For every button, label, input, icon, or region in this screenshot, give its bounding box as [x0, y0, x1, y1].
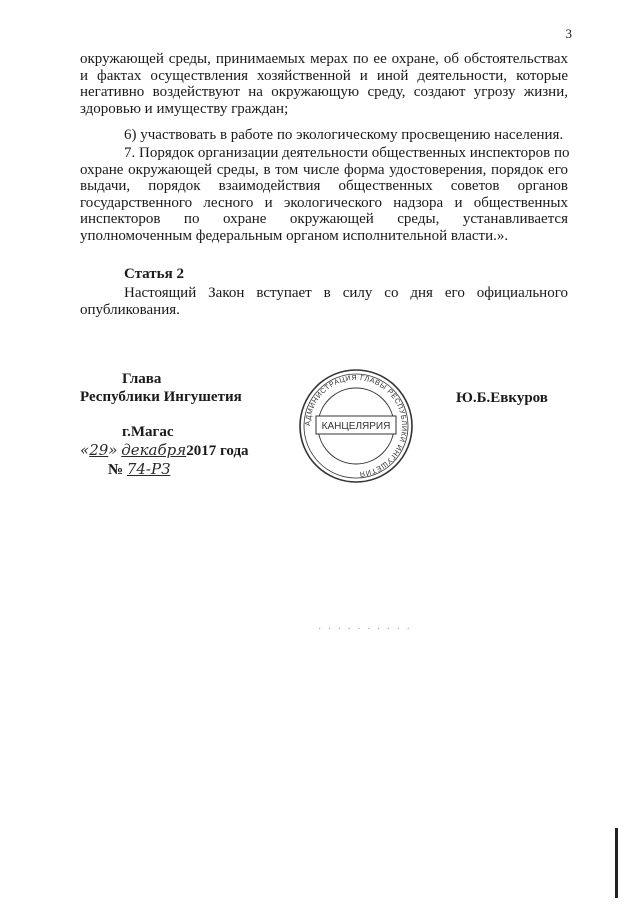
text-line: и фактах осуществления хозяйственной и иной деятельности, которые [80, 67, 568, 84]
place-and-date [80, 423, 249, 479]
text-line: инспекторов по охране окружающей среды, устанавливается [80, 211, 568, 227]
clause-7 [80, 145, 568, 244]
signatory-title-line1: Глава [122, 371, 162, 387]
text-line: опубликования. [80, 301, 180, 318]
scan-edge-bar [615, 828, 618, 898]
law-number-value: 74-РЗ [126, 460, 171, 478]
date-line: «29» декабря2017 года [80, 441, 249, 459]
text-line: охране окружающей среды, в том числе форма удостоверения, порядок его [80, 161, 568, 178]
text-line: 7. Порядок организации деятельности общественных инспекторов по [124, 145, 570, 161]
clause-6 [80, 127, 568, 144]
text-line: выдачи, порядок взаимодействия общественных советов органов [80, 178, 568, 194]
official-stamp [296, 366, 416, 486]
scan-artifact: · · · · · · · · · · [318, 624, 412, 635]
text-line: уполномоченным федеральным органом исполнительной власти.». [80, 227, 509, 244]
article-2-heading: Статья 2 [124, 266, 184, 282]
text-line: Настоящий Закон вступает в силу со дня его официального [124, 285, 568, 301]
text-line: государственного лесного и экологического надзора и общественных [80, 194, 568, 211]
article-2-body [80, 285, 568, 318]
city: г.Магас [122, 424, 174, 440]
signatory-title [80, 370, 242, 406]
stamp-center-text: КАНЦЕЛЯРИЯ [321, 421, 391, 432]
text-line: здоровью и имуществу граждан; [80, 100, 289, 117]
text-line: окружающей среды, принимаемых мерах по ее охране, об обстоятельствах [80, 51, 568, 67]
date-month: декабря [121, 441, 187, 459]
signatory-name: Ю.Б.Евкуров [456, 390, 548, 406]
date-year: 2017 года [186, 443, 249, 459]
signatory-title-line2: Республики Ингушетия [80, 389, 242, 405]
clause-continuation [80, 51, 568, 117]
date-day: 29 [89, 441, 109, 459]
stamp-ring-text: АДМИНИСТРАЦИЯ ГЛАВЫ РЕСПУБЛИКИ ИНГУШЕТИЯ [302, 372, 410, 479]
text-line: 6) участвовать в работе по экологическому просвещению населения. [124, 127, 564, 143]
text-line: негативно воздействуют на окружающую среду, создают угрозу жизни, [80, 84, 568, 100]
page-number: 3 [565, 26, 572, 41]
law-number: № 74-РЗ [108, 460, 171, 478]
